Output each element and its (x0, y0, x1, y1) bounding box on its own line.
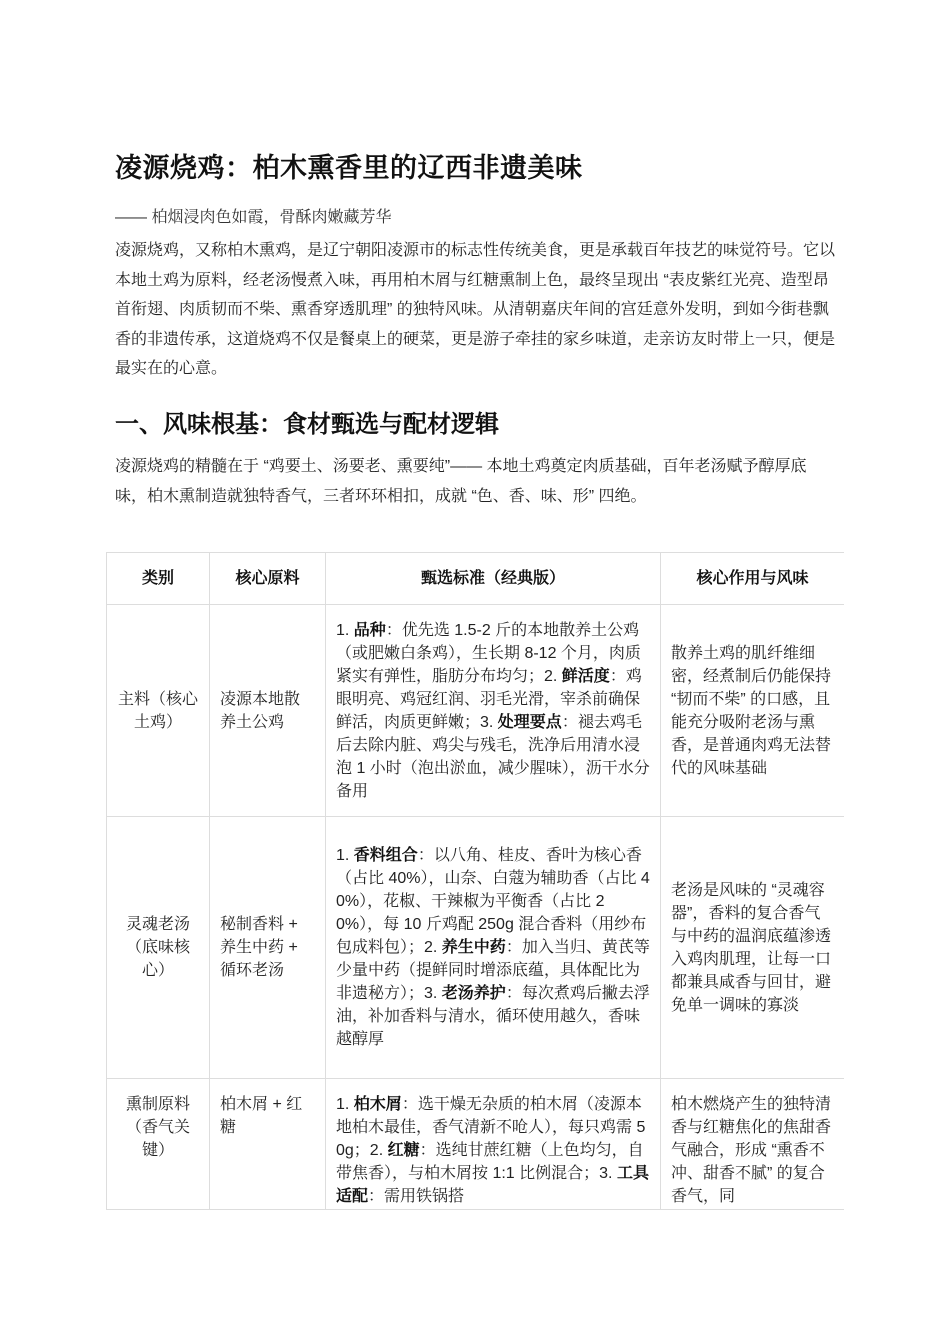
cell-standard (326, 605, 661, 817)
header-effect: 核心作用与风味 (661, 553, 845, 605)
section-heading: 一、风味根基：食材甄选与配材逻辑 (115, 411, 499, 438)
bold-term: 处理要点 (497, 713, 562, 731)
text-segment: 1. (336, 1096, 354, 1113)
header-category: 类别 (107, 553, 210, 605)
text-segment: ：需用铁锅搭 (368, 1188, 465, 1205)
bold-term: 香料组合 (353, 847, 418, 864)
cell-material: 凌源本地散养土公鸡 (210, 605, 326, 817)
bold-term: 红糖 (387, 1142, 420, 1159)
text-segment: 1. (336, 847, 354, 864)
text-segment: ：加入当归、黄芪等少量中药（提鲜同时增添底蕴，具体配比为非遗秘方）；3. (336, 939, 650, 1002)
cell-standard (326, 1079, 661, 1211)
bold-term: 老汤养护 (441, 985, 506, 1002)
cell-category: 主料（核心土鸡） (107, 605, 210, 817)
cell-effect: 老汤是风味的 “灵魂容器”，香料的复合香气与中药的温润底蕴渗透入鸡肉肌理，让每一口都兼具咸香与回甘，避免单一调味的寡淡 (661, 817, 845, 1079)
text-segment: ：以八角、桂皮、香叶为核心香（占比 40%），山奈、白蔻为辅助香（占比 40%），花椒、干辣椒为平衡香（占比 20%），每 10 斤鸡配 250g 混合香料（用纱布包成料包）；2. (336, 847, 650, 956)
text-segment: ：选纯甘蔗红糖（上色均匀，自带焦香），与柏木屑按 1:1 比例混合；3. (336, 1142, 644, 1182)
bold-term: 养生中药 (441, 939, 506, 956)
header-material: 核心原料 (210, 553, 326, 605)
text-segment: ：褪去鸡毛后去除内脏、鸡尖与残毛，洗净后用清水浸泡 1 小时（泡出淤血，减少腥味），沥干水分备用 (336, 713, 650, 800)
intro-paragraph: 凌源烧鸡，又称柏木熏鸡，是辽宁朝阳凌源市的标志性传统美食，更是承载百年技艺的味觉符号。它以本地土鸡为原料，经老汤慢煮入味，再用柏木屑与红糖熏制上色，最终呈现出 “表皮紫红光亮、造型昂首衔翅、肉质韧而不柴、熏香穿透肌理” 的独特风味。从清朝嘉庆年间的宫廷意外发明，到如今街巷飘香的非遗传承，这道烧鸡不仅是餐桌上的硬菜，更是游子牵挂的家乡味道，走亲访友时带上一只，便是最实在的心意。 (115, 242, 836, 377)
text-segment: ：选干燥无杂质的柏木屑（凌源本地柏木最佳，香气清新不呛人），每只鸡需 50g；2. (336, 1096, 646, 1159)
table-header-row (107, 553, 845, 605)
cell-standard (326, 817, 661, 1079)
text-segment: ：优先选 1.5-2 斤的本地散养土公鸡（或肥嫩白条鸡），生长期 8-12 个月，肉质紧实有弹性，脂肪分布均匀；2. (336, 621, 641, 685)
bold-term: 鲜活度 (561, 667, 610, 685)
page-title: 凌源烧鸡：柏木熏香里的辽西非遗美味 (115, 153, 583, 183)
subtitle: —— 柏烟浸肉色如霞，骨酥肉嫩藏芳华 (115, 209, 392, 226)
section-paragraph: 凌源烧鸡的精髓在于 “鸡要土、汤要老、熏要纯”—— 本地土鸡奠定肉质基础，百年老汤赋予醇厚底味，柏木熏制造就独特香气，三者环环相扣，成就 “色、香、味、形” 四绝。 (115, 458, 807, 505)
table-row (107, 1079, 845, 1211)
ingredients-table (106, 552, 844, 1210)
header-standard: 甄选标准（经典版） (326, 553, 661, 605)
text-segment: 1. (336, 621, 354, 639)
table-row (107, 817, 845, 1079)
cell-category: 熏制原料（香气关键） (107, 1079, 210, 1211)
cell-effect: 散养土鸡的肌纤维细密，经煮制后仍能保持 “韧而不柴” 的口感，且能充分吸附老汤与熏香，是普通肉鸡无法替代的风味基础 (661, 605, 845, 817)
bold-term: 品种 (353, 621, 386, 639)
cell-effect: 柏木燃烧产生的独特清香与红糖焦化的焦甜香气融合，形成 “熏香不冲、甜香不腻” 的复合香气，同 (661, 1079, 845, 1211)
ingredients-table-container (106, 552, 844, 1210)
table-row (107, 605, 845, 817)
cell-material: 秘制香料 + 养生中药 + 循环老汤 (210, 817, 326, 1079)
text-segment: ：鸡眼明亮、鸡冠红润、羽毛光滑，宰杀前确保鲜活，肉质更鲜嫩；3. (336, 667, 642, 731)
cell-category: 灵魂老汤（底味核心） (107, 817, 210, 1079)
cell-material: 柏木屑 + 红糖 (210, 1079, 326, 1211)
bold-term: 柏木屑 (353, 1096, 402, 1113)
bold-term: 工具适配 (336, 1165, 649, 1205)
text-segment: ：每次煮鸡后撇去浮油，补加香料与清水，循环使用越久，香味越醇厚 (336, 985, 650, 1048)
